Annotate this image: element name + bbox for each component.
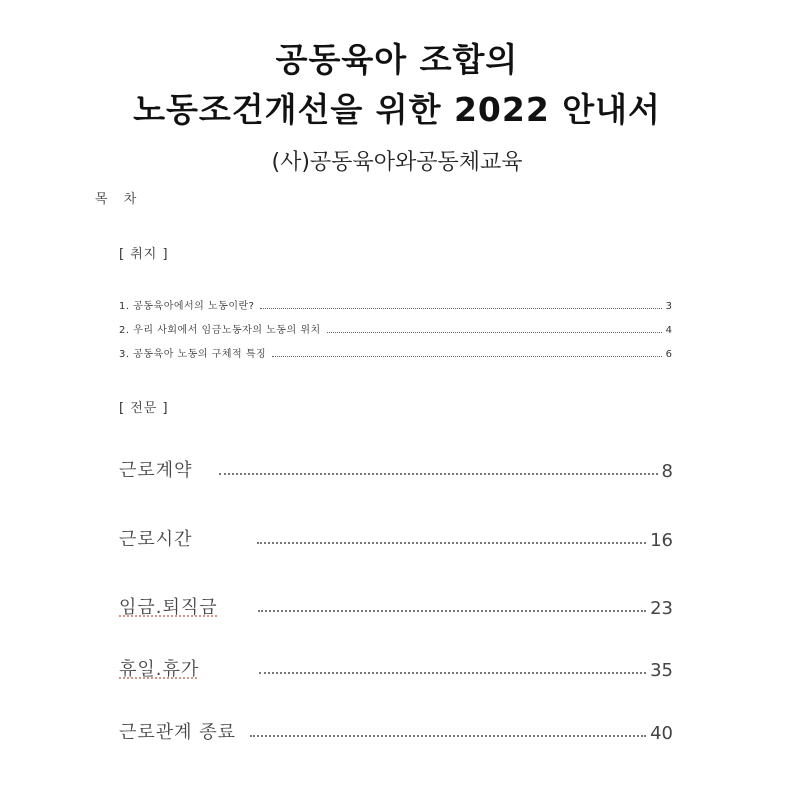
toc-entry[interactable] xyxy=(119,720,673,744)
toc-entry-page: 8 xyxy=(661,461,673,482)
dot-leader xyxy=(259,672,646,674)
document-title-line-1: 공동육아 조합의 xyxy=(275,40,519,79)
toc-entry-page: 4 xyxy=(665,325,672,336)
toc-entry-page: 3 xyxy=(665,301,672,312)
toc-entry-page: 16 xyxy=(650,530,673,551)
document-title-line-2: 노동조건개선을 위한 2022 안내서 xyxy=(133,90,661,129)
toc-entry-label: 2. 우리 사회에서 임금노동자의 노동의 위치 xyxy=(119,325,321,336)
toc-entry-page: 23 xyxy=(650,598,673,619)
toc-entry[interactable] xyxy=(119,657,673,681)
toc-entry[interactable] xyxy=(119,527,673,551)
toc-entry-page: 35 xyxy=(650,660,673,681)
toc-entry-label: 근로관계 종료 xyxy=(119,722,237,743)
document-subtitle: (사)공동육아와공동체교육 xyxy=(271,150,523,175)
section-label-purpose: [ 취지 ] xyxy=(119,247,169,262)
dot-leader xyxy=(250,735,646,737)
toc-entry-page: 6 xyxy=(665,349,672,360)
toc-entry-label: 휴일.휴가 xyxy=(119,659,200,680)
dot-leader xyxy=(219,473,658,475)
toc-heading: 목 차 xyxy=(95,192,143,207)
toc-entry-label: 1. 공동육아에서의 노동이란? xyxy=(119,301,255,312)
toc-entry[interactable] xyxy=(119,595,673,619)
toc-entry-label: 근로계약 xyxy=(119,460,193,481)
toc-entry[interactable] xyxy=(119,322,672,336)
toc-entry[interactable] xyxy=(119,298,672,312)
dot-leader xyxy=(260,308,661,309)
dot-leader xyxy=(258,610,646,612)
toc-entry[interactable] xyxy=(119,458,673,482)
toc-entry-page: 40 xyxy=(650,723,673,744)
toc-entry-label: 근로시간 xyxy=(119,529,193,550)
dot-leader xyxy=(257,542,647,544)
toc-entry[interactable] xyxy=(119,346,672,360)
toc-entry-label: 임금.퇴직금 xyxy=(119,597,218,618)
dot-leader xyxy=(272,356,661,357)
dot-leader xyxy=(327,332,662,333)
toc-entry-label: 3. 공동육아 노동의 구체적 특징 xyxy=(119,349,267,360)
section-label-main: [ 전문 ] xyxy=(119,401,169,416)
